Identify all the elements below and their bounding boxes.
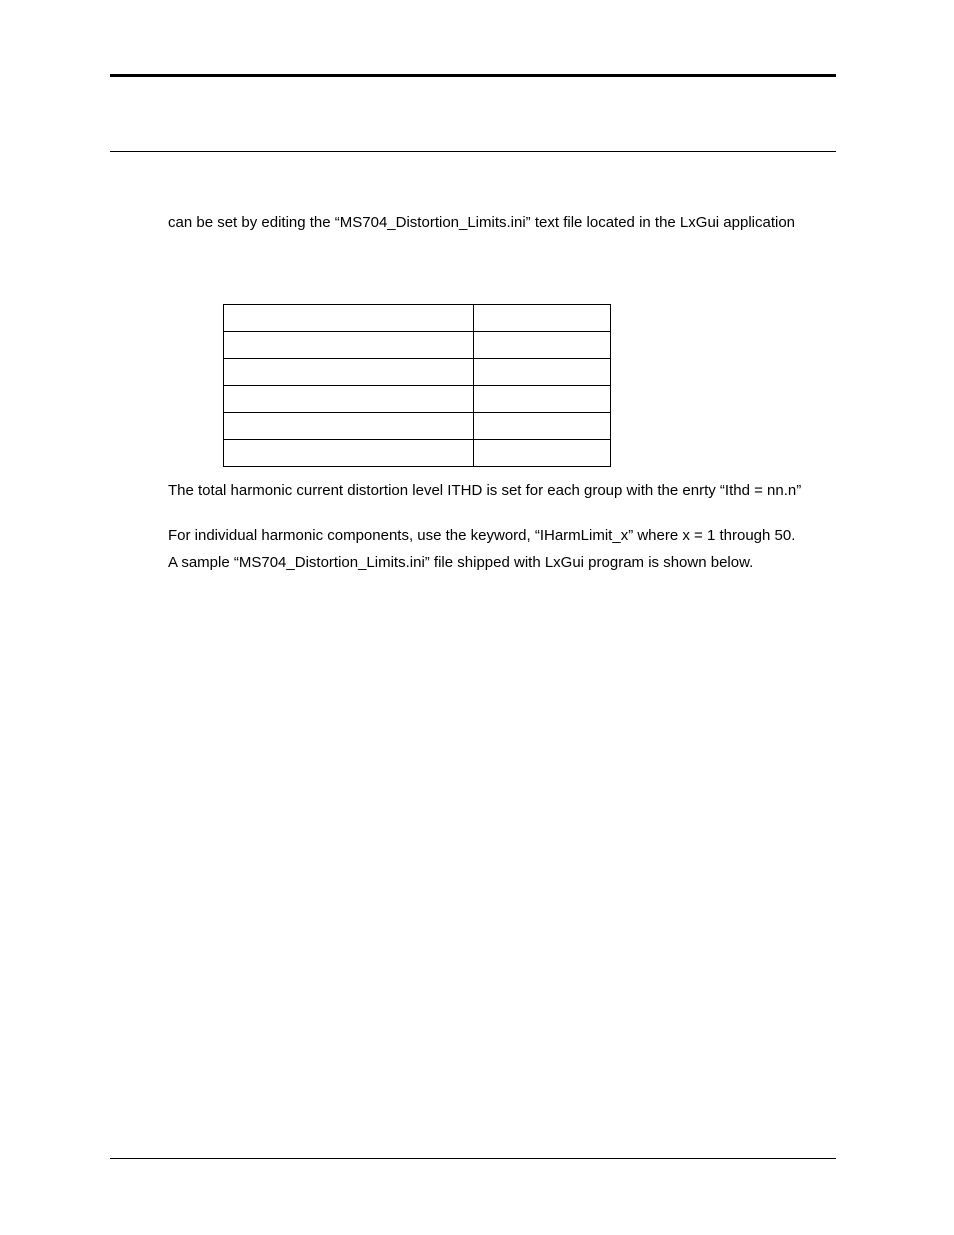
table-cell [474, 305, 611, 332]
table-row [224, 386, 611, 413]
table-cell [474, 440, 611, 467]
table-cell [224, 359, 474, 386]
table-cell [474, 386, 611, 413]
body-paragraph-iharmlimit: For individual harmonic components, use the keyword, “IHarmLimit_x” where x = 1 through 50. [168, 527, 796, 544]
table-cell [224, 440, 474, 467]
table-cell [224, 305, 474, 332]
section-rule [110, 151, 836, 152]
table-cell [474, 359, 611, 386]
table-row [224, 440, 611, 467]
table-cell [474, 332, 611, 359]
table-cell [224, 332, 474, 359]
distortion-limits-table [223, 304, 611, 467]
table-row [224, 305, 611, 332]
table-row [224, 332, 611, 359]
footer-rule [110, 1158, 836, 1159]
table-cell [224, 413, 474, 440]
table-cell [474, 413, 611, 440]
table-row [224, 359, 611, 386]
table-cell [224, 386, 474, 413]
body-paragraph-ini-file: can be set by editing the “MS704_Distortion_Limits.ini” text file located in the LxGui application [168, 214, 796, 231]
table-row [224, 413, 611, 440]
header-rule [110, 74, 836, 77]
body-paragraph-ithd: The total harmonic current distortion level ITHD is set for each group with the enrty “Ithd = nn.n” [168, 482, 802, 499]
body-paragraph-sample-file: A sample “MS704_Distortion_Limits.ini” file shipped with LxGui program is shown below. [168, 554, 754, 571]
